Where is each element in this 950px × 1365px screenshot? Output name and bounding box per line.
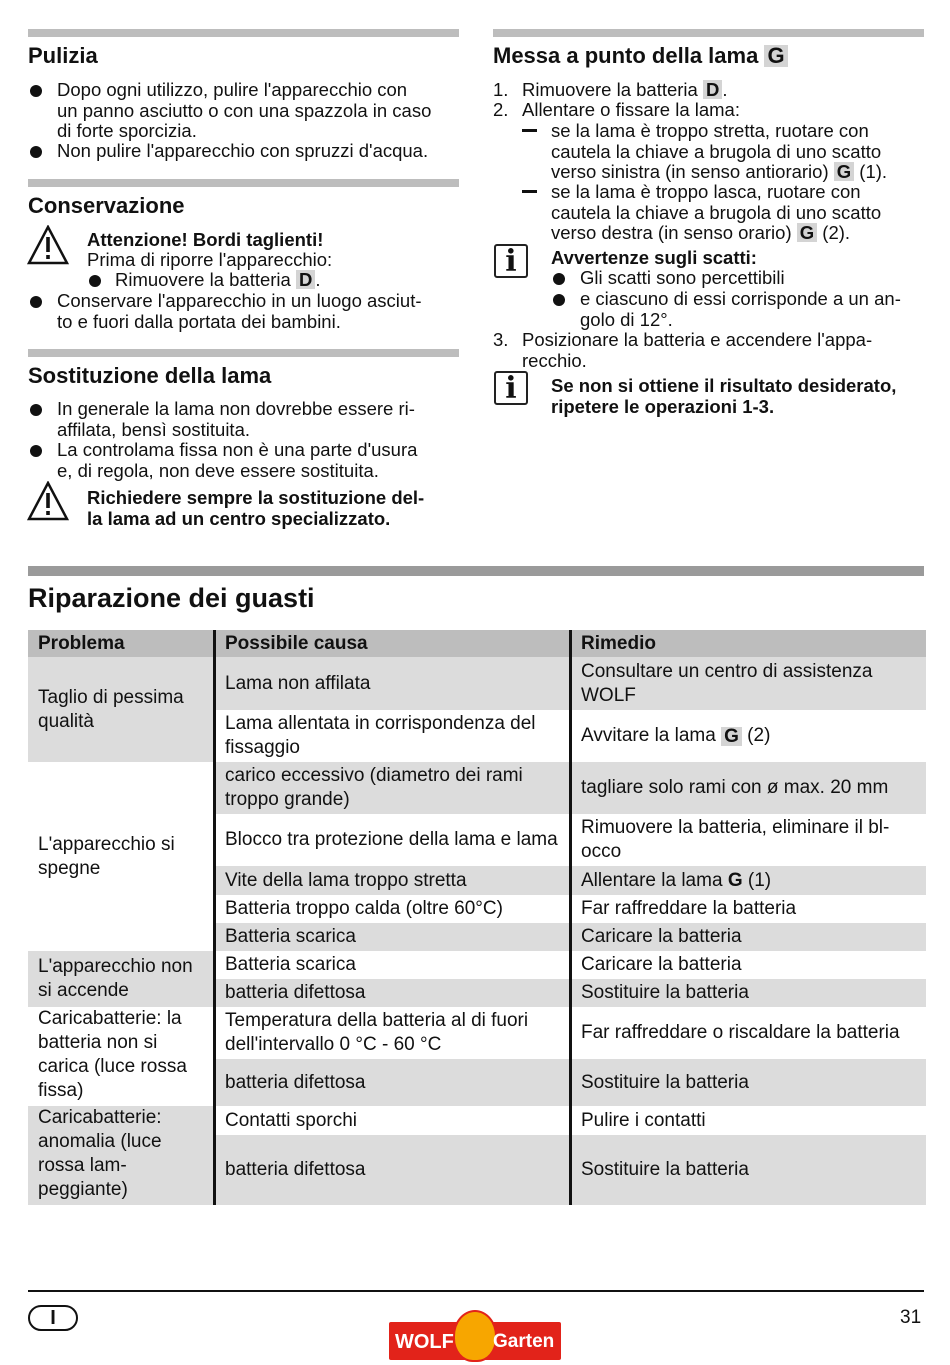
text-line: recchio. xyxy=(522,349,587,371)
table-cell-cause: carico eccessivo (diametro dei rami troppo grande) xyxy=(215,762,571,814)
text-line xyxy=(551,223,881,244)
dash-item-1 xyxy=(551,121,887,183)
conservazione-text-2 xyxy=(57,291,422,332)
bullet xyxy=(30,445,42,457)
table-cell-remedy xyxy=(571,710,926,762)
table-cell-remedy: Sostituire la batteria xyxy=(571,979,926,1007)
table-cell-remedy: Caricare la batteria xyxy=(571,951,926,979)
table-cell-remedy: Rimuovere la batteria, eliminare il bl-occo xyxy=(571,814,926,866)
text-span: (2) xyxy=(747,725,771,746)
figure-ref-key: D xyxy=(296,270,315,289)
text-line: la lama ad un centro specializzato. xyxy=(87,507,391,529)
text-line: Richiedere sempre la sostituzione del- xyxy=(87,487,425,508)
heading-sostituzione: Sostituzione della lama xyxy=(28,363,272,388)
text-line: cautela la chiave a brugola di uno scatto xyxy=(551,140,882,162)
table-cell-cause: batteria difettosa xyxy=(215,979,571,1007)
pulizia-text-1 xyxy=(57,80,431,142)
text-line: ripetere le operazioni 1-3. xyxy=(551,395,775,417)
figure-ref-key: G xyxy=(764,45,787,67)
sostituzione-text-2 xyxy=(57,440,417,481)
text-span: (2). xyxy=(822,222,851,243)
figure-ref-key: G xyxy=(727,869,743,891)
text-line: se la lama è troppo lasca, ruotare con xyxy=(551,181,861,202)
logo-wolf-head xyxy=(453,1310,497,1362)
table-cell-remedy: Consultare un centro di assistenza WOLF xyxy=(571,657,926,710)
figure-ref-key: D xyxy=(703,80,722,99)
dash-item-2 xyxy=(551,182,881,244)
text-span: verso destra (in senso orario) xyxy=(551,222,792,243)
section-rule xyxy=(28,29,459,37)
text-span: (1). xyxy=(859,161,888,182)
info-note xyxy=(551,376,896,417)
table-cell-cause: Batteria scarica xyxy=(215,951,571,979)
table-header: Problema xyxy=(28,630,215,657)
table-cell-cause: Contatti sporchi xyxy=(215,1106,571,1135)
table-cell-cause: Temperatura della batteria al di fuori dell'intervallo 0 °C - 60 °C xyxy=(215,1007,571,1059)
bullet xyxy=(30,296,42,308)
dash-marker xyxy=(522,190,537,193)
text-line: se la lama è troppo stretta, ruotare con xyxy=(551,120,869,141)
step-number: 1. xyxy=(493,79,509,100)
warning-title: Attenzione! Bordi taglienti! xyxy=(87,229,324,250)
text-span: Rimuovere la batteria xyxy=(115,269,291,290)
column-divider xyxy=(213,630,216,1205)
dash-marker xyxy=(522,129,537,132)
table-cell-cause: Vite della lama troppo stretta xyxy=(215,866,571,895)
info-bullet-1: Gli scatti sono percettibili xyxy=(580,267,785,288)
pulizia-text-2: Non pulire l'apparecchio con spruzzi d'acqua. xyxy=(57,140,429,161)
text-span: Rimuovere la batteria xyxy=(522,79,698,100)
bullet xyxy=(89,275,101,287)
text-line xyxy=(551,162,887,183)
heading-text: Messa a punto della lama xyxy=(493,43,759,68)
text-span: Allentare la lama xyxy=(581,869,723,891)
sub-bullet-text xyxy=(115,270,321,291)
heading-messa-a-punto xyxy=(493,43,788,69)
bullet xyxy=(553,273,565,285)
sostituzione-text-1 xyxy=(57,399,415,440)
step-1-text xyxy=(522,80,728,101)
table-cell-remedy: Sostituire la batteria xyxy=(571,1059,926,1106)
warning-icon xyxy=(27,481,69,521)
bullet xyxy=(30,146,42,158)
table-cell-remedy: Sostituire la batteria xyxy=(571,1135,926,1205)
step-number: 3. xyxy=(493,329,509,350)
table-cell-problem: Caricabatterie: anomalia (luce rossa lam-peggiante) xyxy=(28,1106,215,1205)
text-span: (1) xyxy=(747,869,772,891)
text-line: di forte sporcizia. xyxy=(57,120,197,141)
text-line: e, di regola, non deve essere sostituita. xyxy=(57,459,379,481)
table-cell-remedy: tagliare solo rami con ø max. 20 mm xyxy=(571,762,926,814)
bullet xyxy=(553,294,565,306)
page-number: 31 xyxy=(900,1307,922,1328)
info-bullet-2 xyxy=(580,289,901,330)
warning-text xyxy=(87,488,424,529)
table-cell-remedy xyxy=(571,866,926,895)
table-cell-cause: Batteria troppo calda (oltre 60°C) xyxy=(215,895,571,923)
text-line: affilata, bensì sostituita. xyxy=(57,418,250,440)
table-cell-problem: L'apparecchio si spegne xyxy=(28,762,215,951)
table-cell-remedy: Far raffreddare o riscaldare la batteria xyxy=(571,1007,926,1059)
text-span: Avvitare la lama xyxy=(581,725,716,746)
figure-ref-key: G xyxy=(834,162,854,181)
table-cell-cause: Lama non affilata xyxy=(215,657,571,710)
section-rule xyxy=(28,179,459,187)
table-cell-cause: Batteria scarica xyxy=(215,923,571,951)
column-divider xyxy=(569,630,572,1205)
text-line: Conservare l'apparecchio in un luogo asciut- xyxy=(57,290,422,311)
text-line: Dopo ogni utilizzo, pulire l'apparecchio con xyxy=(57,79,408,100)
text-line: Posizionare la batteria e accendere l'appa- xyxy=(522,329,873,350)
table-cell-remedy: Far raffreddare la batteria xyxy=(571,895,926,923)
text-line: un panno asciutto o con una spazzola in caso xyxy=(57,99,432,121)
text-line: e ciascuno di essi corrisponde a un an- xyxy=(580,288,901,309)
table-cell-cause: Blocco tra protezione della lama e lama xyxy=(215,814,571,866)
text-line: to e fuori dalla portata dei bambini. xyxy=(57,310,341,332)
wolf-garten-logo xyxy=(389,1310,561,1362)
info-icon: i xyxy=(494,244,528,278)
table-cell-remedy: Caricare la batteria xyxy=(571,923,926,951)
table-cell-cause: batteria difettosa xyxy=(215,1059,571,1106)
step-2-text: Allentare o fissare la lama: xyxy=(522,99,740,120)
warning-icon xyxy=(27,225,69,265)
text-line: golo di 12°. xyxy=(580,308,673,330)
section-rule xyxy=(493,29,924,37)
bullet xyxy=(30,404,42,416)
text-span: . xyxy=(722,79,728,100)
info-icon: i xyxy=(494,371,528,405)
table-cell-cause: Lama allentata in corrispondenza del fissaggio xyxy=(215,710,571,762)
section-title: Riparazione dei guasti xyxy=(28,583,315,613)
bullet xyxy=(30,85,42,97)
logo-text-left: WOLF xyxy=(395,1331,454,1353)
text-line: La controlama fissa non è una parte d'usura xyxy=(57,439,418,460)
table-header: Possibile causa xyxy=(215,630,571,657)
table-cell-problem: Caricabatterie: la batteria non si carica (luce rossa fissa) xyxy=(28,1007,215,1106)
step-number: 2. xyxy=(493,99,509,120)
section-rule xyxy=(28,349,459,357)
logo-text-right: Garten xyxy=(493,1331,555,1352)
warning-text: Prima di riporre l'apparecchio: xyxy=(87,249,333,270)
language-badge: I xyxy=(28,1305,78,1331)
table-cell-cause: batteria difettosa xyxy=(215,1135,571,1205)
heading-pulizia: Pulizia xyxy=(28,43,98,68)
footer-rule xyxy=(28,1290,924,1292)
table-cell-remedy: Pulire i contatti xyxy=(571,1106,926,1135)
table-cell-problem: L'apparecchio non si accende xyxy=(28,951,215,1007)
text-line: Se non si ottiene il risultato desiderato, xyxy=(551,375,897,396)
text-line: In generale la lama non dovrebbe essere ri- xyxy=(57,398,415,419)
text-span: . xyxy=(315,269,321,290)
section-rule xyxy=(28,566,924,576)
table-cell-problem: Taglio di pessima qualità xyxy=(28,657,215,762)
figure-ref-key: G xyxy=(797,223,817,242)
heading-conservazione: Conservazione xyxy=(28,193,185,218)
info-title: Avvertenze sugli scatti: xyxy=(551,247,757,268)
figure-ref-key: G xyxy=(721,727,742,746)
text-span: verso sinistra (in senso antiorario) xyxy=(551,161,829,182)
step-3-text xyxy=(522,330,872,371)
table-header: Rimedio xyxy=(571,630,926,657)
text-line: cautela la chiave a brugola di uno scatto xyxy=(551,201,882,223)
